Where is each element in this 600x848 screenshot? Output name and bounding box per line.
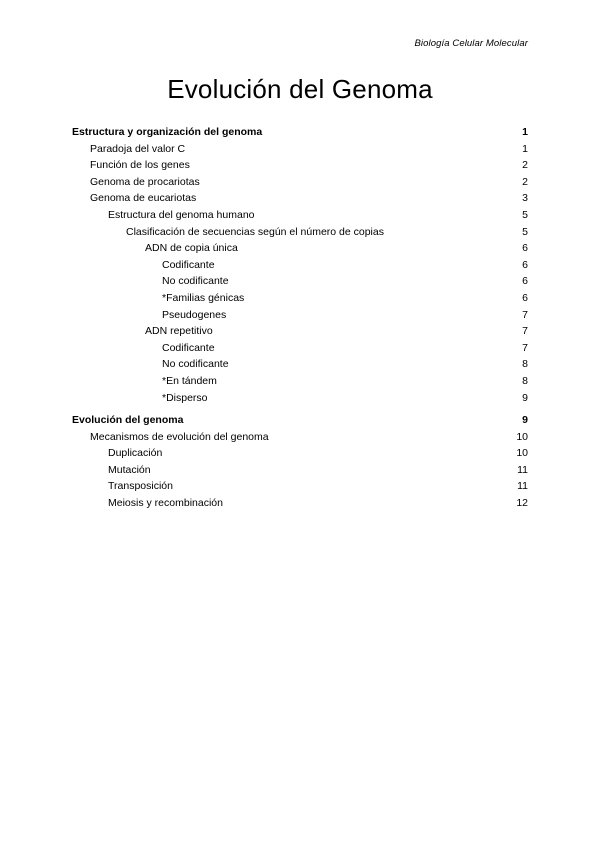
table-of-contents (72, 124, 528, 512)
toc-page-number: 8 (522, 374, 528, 387)
toc-entry-label: Duplicación (108, 447, 163, 460)
toc-entry-label: Estructura del genoma humano (108, 208, 255, 221)
toc-page-number: 3 (522, 192, 528, 205)
toc-entry[interactable] (72, 373, 528, 390)
running-header: Biología Celular Molecular (414, 38, 528, 49)
toc-entry[interactable] (72, 462, 528, 479)
toc-entry[interactable] (72, 445, 528, 462)
document-title: Evolución del Genoma (167, 74, 433, 104)
toc-entry-label: *Familias génicas (162, 291, 245, 304)
toc-entry-label: Evolución del genoma (72, 414, 184, 427)
toc-entry-label: Función de los genes (90, 159, 190, 172)
toc-entry-label: No codificante (162, 358, 229, 371)
toc-entry-label: ADN de copia única (145, 242, 238, 255)
toc-page-number: 11 (517, 480, 528, 493)
toc-entry-label: Transposición (108, 480, 173, 493)
toc-page-number: 10 (516, 447, 528, 460)
toc-page-number: 1 (522, 126, 528, 138)
toc-entry-label: Estructura y organización del genoma (72, 126, 263, 138)
toc-page-number: 2 (522, 159, 528, 172)
toc-entry[interactable] (72, 390, 528, 407)
toc-page-number: 9 (522, 414, 528, 427)
toc-entry-label: Genoma de eucariotas (90, 192, 197, 205)
toc-entry[interactable] (72, 356, 528, 373)
toc-page-number: 7 (522, 341, 528, 354)
toc-entry[interactable] (72, 190, 528, 207)
toc-entry-label: Meiosis y recombinación (108, 497, 223, 510)
toc-entry[interactable] (72, 273, 528, 290)
toc-entry[interactable] (72, 307, 528, 324)
toc-page-number: 5 (522, 208, 528, 221)
toc-page-number: 12 (516, 497, 528, 510)
toc-page-number: 7 (522, 308, 528, 321)
toc-entry[interactable] (72, 429, 528, 446)
toc-entry[interactable] (72, 157, 528, 174)
toc-page-number: 6 (522, 258, 528, 271)
toc-page-number: 1 (522, 142, 528, 155)
toc-page-number: 8 (522, 358, 528, 371)
toc-entry-label: ADN repetitivo (145, 325, 213, 338)
toc-entry-label: Mutación (108, 463, 151, 476)
toc-page-number: 6 (522, 275, 528, 288)
toc-entry[interactable] (72, 340, 528, 357)
toc-entry-label: *Disperso (162, 391, 208, 404)
toc-entry[interactable] (72, 141, 528, 158)
toc-entry-label: Mecanismos de evolución del genoma (90, 430, 269, 443)
toc-page-number: 2 (522, 175, 528, 188)
toc-page-number: 5 (522, 225, 528, 238)
toc-entry[interactable] (72, 412, 528, 429)
toc-entry[interactable] (72, 207, 528, 224)
toc-entry[interactable] (72, 290, 528, 307)
toc-entry[interactable] (72, 478, 528, 495)
toc-entry-label: *En tándem (162, 374, 217, 387)
toc-entry[interactable] (72, 240, 528, 257)
toc-entry[interactable] (72, 174, 528, 191)
toc-page-number: 6 (522, 242, 528, 255)
toc-entry-label: Pseudogenes (162, 308, 227, 321)
toc-page-number: 6 (522, 291, 528, 304)
toc-entry[interactable] (72, 257, 528, 274)
toc-entry-label: Codificante (162, 258, 215, 271)
toc-entry-label: Genoma de procariotas (90, 175, 200, 188)
toc-entry[interactable] (72, 323, 528, 340)
toc-page-number: 10 (516, 430, 528, 443)
toc-entry[interactable] (72, 495, 528, 512)
toc-entry-label: Clasificación de secuencias según el número de copias (126, 225, 384, 238)
toc-page-number: 11 (517, 463, 528, 476)
toc-entry[interactable] (72, 124, 528, 141)
toc-entry-label: Codificante (162, 341, 215, 354)
toc-page-number: 9 (522, 391, 528, 404)
toc-entry-label: No codificante (162, 275, 229, 288)
toc-entry[interactable] (72, 224, 528, 241)
toc-entry-label: Paradoja del valor C (90, 142, 186, 155)
toc-page-number: 7 (522, 325, 528, 338)
